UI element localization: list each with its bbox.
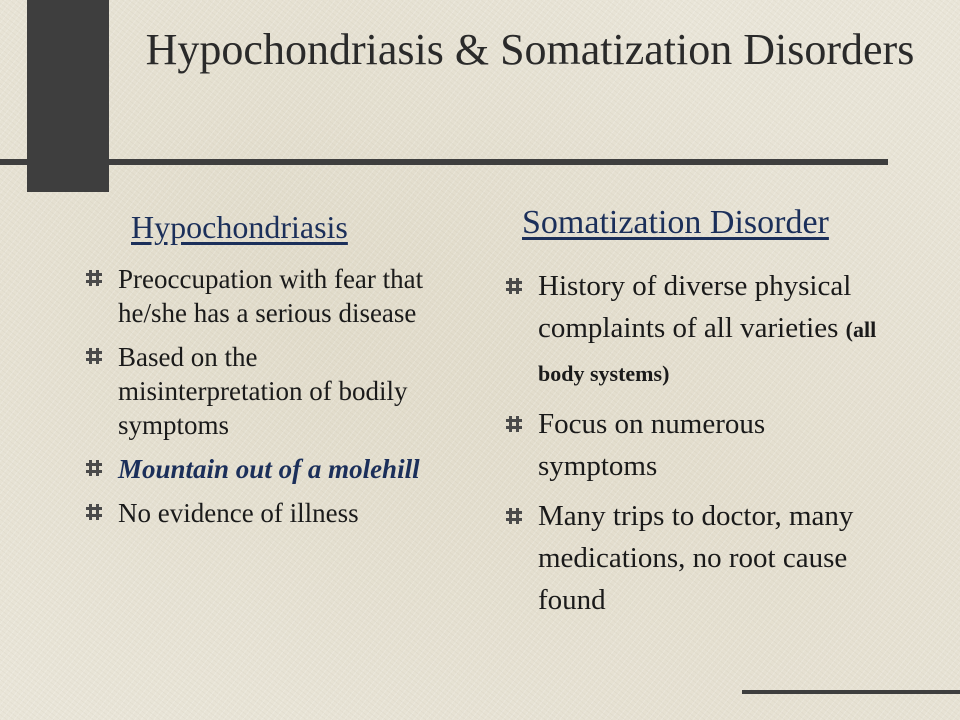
hash-bullet-icon	[506, 416, 522, 432]
list-item-text: No evidence of illness	[118, 498, 359, 528]
hypochondriasis-heading: Hypochondriasis	[131, 209, 348, 245]
list-item	[506, 403, 886, 487]
list-item-note: (all body systems)	[538, 317, 877, 386]
list-item-text: History of diverse physical complaints of all varieties	[538, 270, 852, 344]
decorative-title-rule	[0, 159, 888, 165]
somatization-list	[506, 265, 886, 629]
list-item	[506, 495, 886, 621]
somatization-heading: Somatization Disorder	[522, 204, 829, 241]
hash-bullet-icon	[86, 348, 102, 364]
list-item	[86, 452, 446, 486]
list-item	[506, 265, 886, 395]
list-item-text: Focus on numerous symptoms	[538, 408, 766, 482]
list-item-text: Based on the misinterpretation of bodily symptoms	[118, 342, 408, 440]
list-item-text: Preoccupation with fear that he/she has a serious disease	[118, 264, 424, 328]
hash-bullet-icon	[86, 504, 102, 520]
list-item	[86, 262, 446, 330]
hash-bullet-icon	[86, 270, 102, 286]
list-item-text-emphasis: Mountain out of a molehill	[118, 454, 420, 484]
hypochondriasis-list	[86, 262, 446, 540]
list-item	[86, 340, 446, 442]
hash-bullet-icon	[506, 508, 522, 524]
hash-bullet-icon	[86, 460, 102, 476]
list-item	[86, 496, 446, 530]
decorative-corner-rule	[742, 690, 960, 694]
hash-bullet-icon	[506, 278, 522, 294]
list-item-text: Many trips to doctor, many medications, no root cause found	[538, 500, 854, 616]
slide-title: Hypochondriasis & Somatization Disorders	[145, 25, 915, 74]
